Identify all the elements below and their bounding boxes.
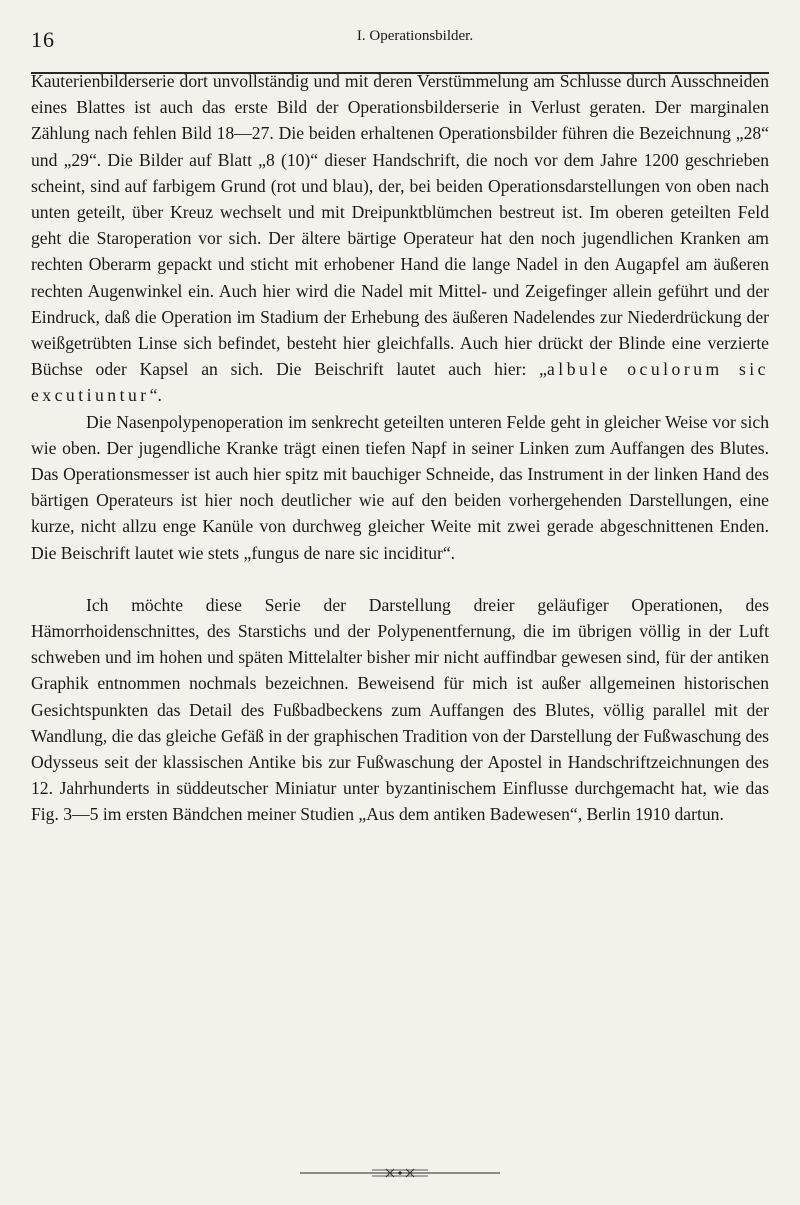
document-page — [31, 0, 769, 1205]
latin-inscription: albule oculorum sic excutiuntur — [31, 359, 769, 406]
end-ornament — [300, 1166, 500, 1180]
paragraph-1 — [31, 68, 769, 409]
paragraph-1-text: Kauterienbilderserie dort unvollständig und mit deren Verstümmelung am Schlusse durch Ausschneiden eines Blattes ist auch das erste Bild der Operationsbilderserie in Verlust geraten. Der marginalen Zählung nach fehlen Bild 18—27. Die beiden erhaltenen Operationsbilder führen die Bezeichnung „28“ und „29“. Die Bilder auf Blatt „8 (10)“ dieser Handschrift, die noch vor dem Jahre 1200 geschrieben scheint, sind auf farbigem Grund (rot und blau), der, bei beiden Operationsdarstellungen von oben nach unten geteilt, über Kreuz wechselt und mit Dreipunktblümchen bestreut ist. Im oberen geteilten Feld geht die Staroperation vor sich. Der ältere bärtige Operateur hat den noch jugendlichen Kranken am rechten Oberarm gepackt und sticht mit erhobener Hand die lange Nadel in den Augapfel am äußeren rechten Augenwinkel ein. Auch hier wird die Nadel mit Mittel- und Zeigefinger allein geführt und der Eindruck, daß die Operation im Stadium der Erhebung des äußeren Nadelendes zur Niederdrückung der weißgetrübten Linse sich befindet, besteht hier gleichfalls. Auch hier drückt der Blinde eine verzierte Büchse oder Kapsel an sich. Die Beischrift lautet auch hier: „ — [31, 71, 769, 380]
page-number: 16 — [31, 27, 55, 52]
page-header — [31, 22, 769, 50]
body-text — [31, 68, 769, 828]
paragraph-2: Die Nasenpolypenoperation im senkrecht geteilten unteren Felde geht in gleicher Weise vor sich wie oben. Der jugendliche Kranke trägt einen tiefen Napf in seiner Linken zum Auffangen des Blutes. Das Operationsmesser ist auch hier spitz mit bauchiger Schneide, das Instrument in der linken Hand des bärtigen Operateurs ist hier noch deutlicher wie auf den beiden vorhergehenden Darstellungen, eine kurze, nicht allzu enge Kanüle von durchweg gleicher Weite mit zwei gerade abgeschnittenen Enden. Die Beischrift lautet wie stets „fungus de nare sic inciditur“. — [31, 411, 769, 563]
paragraph-3: Ich möchte diese Serie der Darstellung dreier geläufiger Operationen, des Hämorrhoidenschnittes, des Starstichs und der Polypenentfernung, die im übrigen völlig in der Luft schweben und im hohen und späten Mittelalter bisher mir nicht auffindbar gewesen sind, für der antiken Graphik entnommen nochmals bezeichnen. Beweisend für mich ist außer allgemeinen historischen Gesichtspunkten das Detail des Fußbadbeckens zum Auffangen des Blutes, völlig parallel mit der Wandlung, die das gleiche Gefäß in der graphischen Tradition von der Darstellung der Fußwaschung des Odysseus seit der klassischen Antike bis zur Fußwaschung der Apostel in Handschriftzeichnungen des 12. Jahrhunderts in süddeutscher Miniatur unter byzantinischem Einflusse durchgemacht hat, wie das Fig. 3—5 im ersten Bändchen meiner Studien „Aus dem antiken Badewesen“, Berlin 1910 dartun. — [31, 594, 769, 825]
running-head: I. Operationsbilder. — [356, 28, 474, 44]
paragraph-1-end: “. — [149, 385, 162, 406]
